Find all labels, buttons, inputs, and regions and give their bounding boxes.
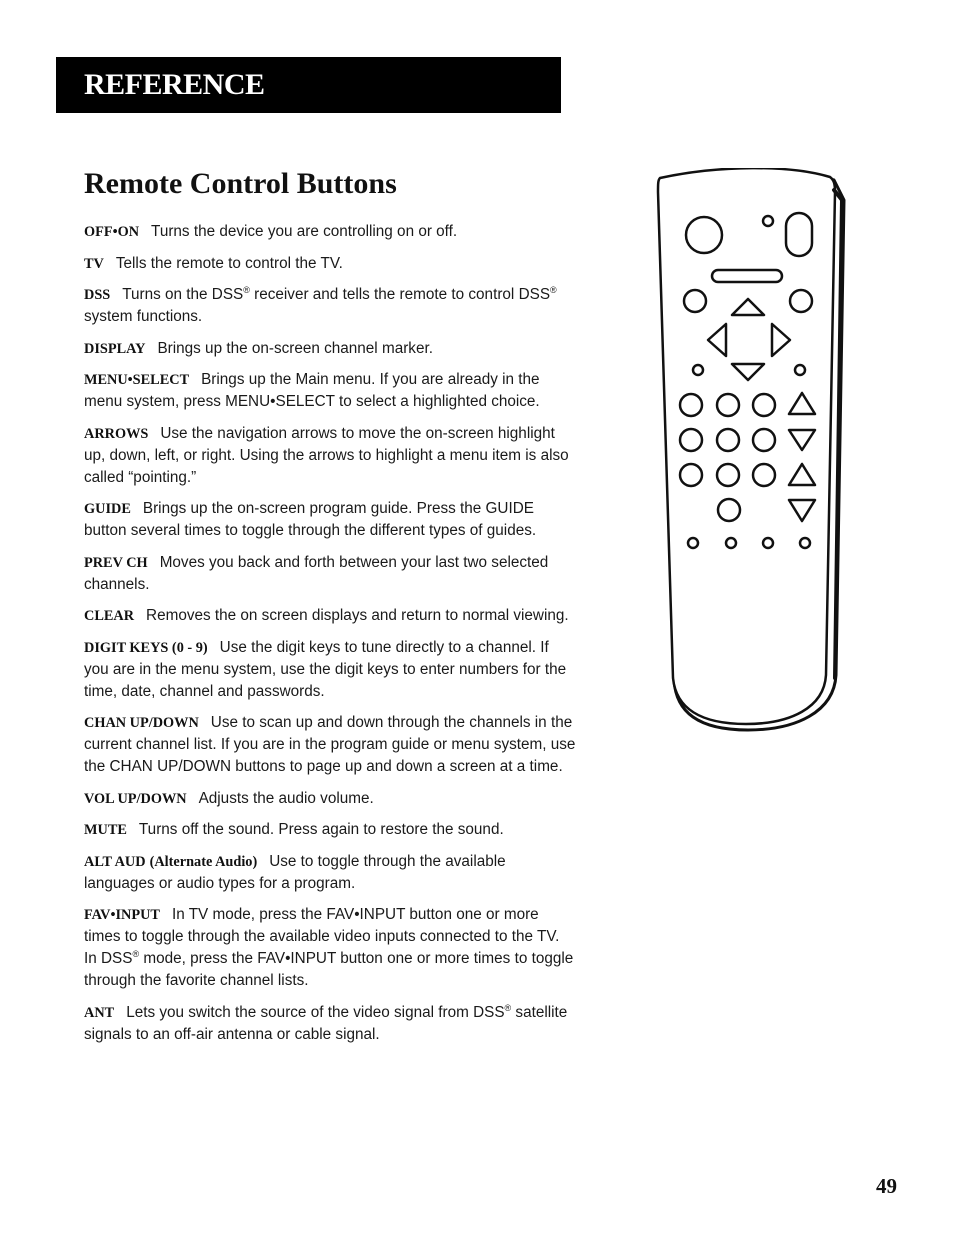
entry-ant	[84, 1002, 576, 1046]
entry-alt-aud	[84, 851, 576, 895]
entry-text: Use the navigation arrows to move the on-screen highlight up, down, left, or right. Using the arrows to highlight a menu item is also called “pointing.”	[84, 424, 569, 486]
entry-fav-input	[84, 904, 576, 992]
entry-term: CHAN UP/DOWN	[84, 715, 199, 731]
entry-term: CLEAR	[84, 608, 135, 624]
entry-text: system functions.	[84, 308, 203, 325]
registered-mark: ®	[550, 284, 557, 295]
entry-text: Tells the remote to control the TV.	[115, 254, 343, 272]
entry-off-on	[84, 221, 576, 243]
entry-term: PREV CH	[84, 554, 148, 571]
entry-mute	[84, 819, 576, 841]
section-banner	[56, 57, 561, 113]
entry-term: DSS	[84, 287, 111, 303]
entry-text: Use the digit keys to tune directly to a channel. If you are in the menu system, use the digit keys to enter numbers for the time, date, channel and passwords.	[84, 638, 567, 700]
entry-term: TV	[84, 255, 104, 272]
entry-text: Use to toggle through the available languages or audio types for a program.	[84, 852, 506, 892]
entry-clear	[84, 605, 576, 627]
entry-vol-up-down	[84, 788, 576, 810]
page-title: Remote Control Buttons	[84, 167, 397, 200]
entry-term: ARROWS	[84, 425, 149, 442]
entry-tv	[84, 253, 576, 275]
entry-text: Removes the on screen displays and return to normal viewing.	[146, 607, 569, 624]
entry-menu-select	[84, 369, 576, 413]
remote-control-icon	[640, 168, 850, 738]
remote-control-illustration	[640, 168, 850, 738]
entry-term: ALT AUD	[84, 853, 146, 870]
entry-text: mode, press the FAV•INPUT button one or more times to toggle through the favorite channel lists.	[84, 950, 574, 989]
entry-text: Use to scan up and down through the channels in the current channel list. If you are in the program guide or menu system, use the CHAN UP/DOWN buttons to page up and down a screen at a time.	[84, 714, 576, 775]
entry-term: OFF•ON	[84, 224, 140, 240]
entry-text: receiver and tells the remote to control DSS	[249, 286, 551, 303]
entry-text: Turns on the DSS	[122, 286, 244, 303]
entry-text: Moves you back and forth between your last two selected channels.	[84, 553, 549, 593]
entry-dss	[84, 284, 576, 328]
entry-term: MENU•SELECT	[84, 372, 190, 388]
entry-prev-ch	[84, 552, 576, 596]
entry-text: satellite signals to an off-air antenna or cable signal.	[84, 1003, 568, 1043]
entry-term: ANT	[84, 1004, 115, 1021]
registered-mark: ®	[243, 284, 250, 295]
entry-text: Turns off the sound. Press again to restore the sound.	[138, 821, 504, 838]
entry-term: GUIDE	[84, 501, 131, 517]
entry-digit-keys	[84, 637, 576, 703]
entry-text: Adjusts the audio volume.	[198, 789, 374, 807]
button-descriptions	[84, 221, 576, 1055]
entry-term: FAV•INPUT	[84, 907, 160, 923]
entry-term: DIGIT KEYS (0 - 9)	[84, 639, 208, 656]
entry-text: Brings up the on-screen program guide. Press the GUIDE button several times to toggle through the different types of guides.	[84, 500, 537, 539]
section-title: REFERENCE	[84, 68, 265, 101]
entry-text: In TV mode, press the FAV•INPUT button one or more times to toggle through the available video inputs connected to the TV. In DSS	[84, 906, 560, 967]
entry-guide	[84, 498, 576, 542]
entry-arrows	[84, 423, 576, 489]
registered-mark: ®	[504, 1002, 512, 1013]
entry-text: Brings up the on-screen channel marker.	[157, 339, 433, 357]
registered-mark: ®	[132, 948, 140, 959]
entry-chan-up-down	[84, 712, 576, 778]
entry-text: Brings up the Main menu. If you are already in the menu system, press MENU•SELECT to select a highlighted choice.	[84, 371, 540, 410]
page-number: 49	[876, 1174, 897, 1198]
entry-term: DISPLAY	[84, 340, 146, 357]
entry-term: MUTE	[84, 822, 127, 838]
entry-term-note: (Alternate Audio)	[149, 853, 258, 870]
entry-display	[84, 338, 576, 360]
entry-text: Lets you switch the source of the video signal from DSS	[126, 1003, 505, 1021]
entry-text: Turns the device you are controlling on or off.	[151, 223, 458, 240]
entry-term: VOL UP/DOWN	[84, 790, 187, 807]
